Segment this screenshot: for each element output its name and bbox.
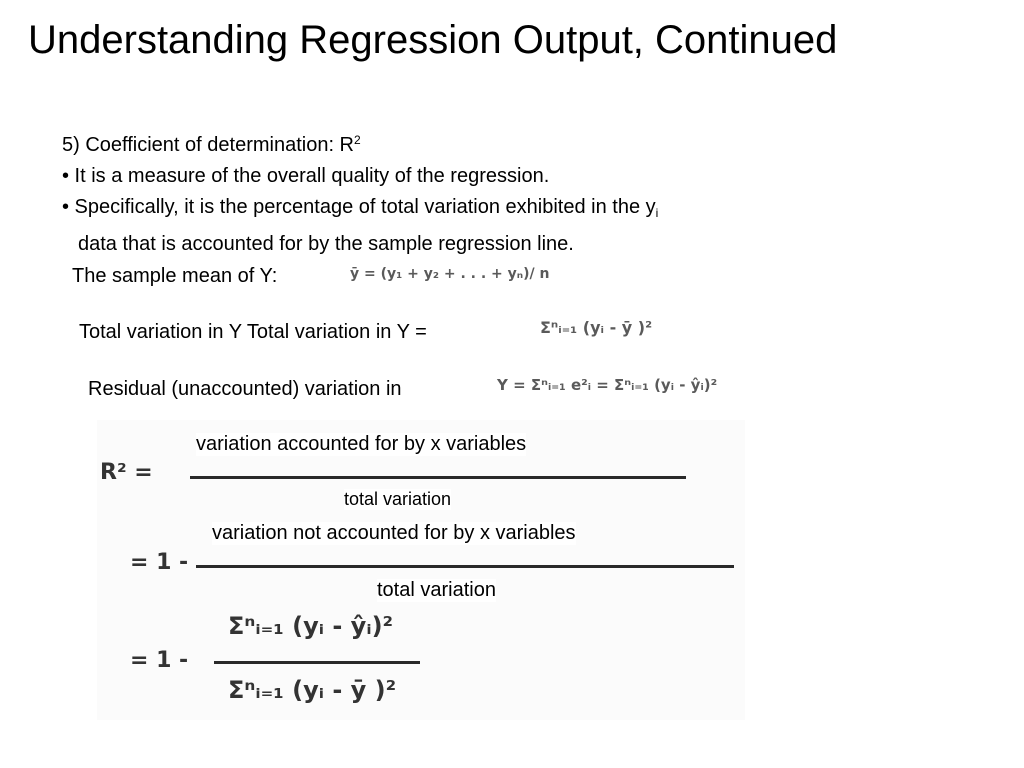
intro-line-1: 5) Coefficient of determination: $R^2$ bbox=[62, 133, 361, 156]
fraction1-numerator: variation accounted for by x variables bbox=[196, 433, 527, 455]
fraction3-numerator: Σⁿᵢ₌₁ (yᵢ - ŷᵢ)² bbox=[228, 612, 394, 640]
fraction2-bar bbox=[196, 565, 734, 568]
intro-text bbox=[62, 125, 658, 260]
r-squared-panel bbox=[97, 420, 745, 720]
total-variation-formula: Σⁿᵢ₌₁ (yᵢ - ȳ )² bbox=[540, 318, 653, 337]
intro-line-2: • It is a measure of the overall quality of the regression. bbox=[62, 165, 550, 187]
intro-line-4: data that is accounted for by the sample regression line. bbox=[78, 233, 574, 255]
fraction3-denominator: Σⁿᵢ₌₁ (yᵢ - ȳ )² bbox=[228, 676, 397, 704]
sample-mean-formula: ȳ = (y₁ + y₂ + . . . + yₙ)/ n bbox=[350, 266, 550, 282]
equation2-lhs: = 1 - bbox=[130, 550, 189, 575]
page-title: Understanding Regression Output, Continued bbox=[28, 18, 838, 62]
sample-mean-label: The sample mean of Y: bbox=[72, 265, 278, 287]
fraction2-denominator: total variation bbox=[377, 579, 496, 601]
fraction2-numerator: variation not accounted for by x variables bbox=[212, 522, 576, 544]
total-variation-label: Total variation in Y Total variation in Y = bbox=[79, 321, 427, 343]
r-squared-lhs: R² = bbox=[100, 460, 153, 485]
fraction3-bar bbox=[214, 661, 420, 664]
intro-line-3: • Specifically, it is the percentage of total variation exhibited in the $y_i$ bbox=[62, 196, 659, 220]
fraction1-denominator: total variation bbox=[344, 489, 452, 509]
fraction1-bar bbox=[190, 476, 686, 479]
residual-variation-label: Residual (unaccounted) variation in bbox=[88, 378, 402, 400]
equation3-lhs: = 1 - bbox=[130, 648, 189, 673]
residual-variation-formula: Y = Σⁿᵢ₌₁ e²ᵢ = Σⁿᵢ₌₁ (yᵢ - ŷᵢ)² bbox=[497, 376, 718, 394]
